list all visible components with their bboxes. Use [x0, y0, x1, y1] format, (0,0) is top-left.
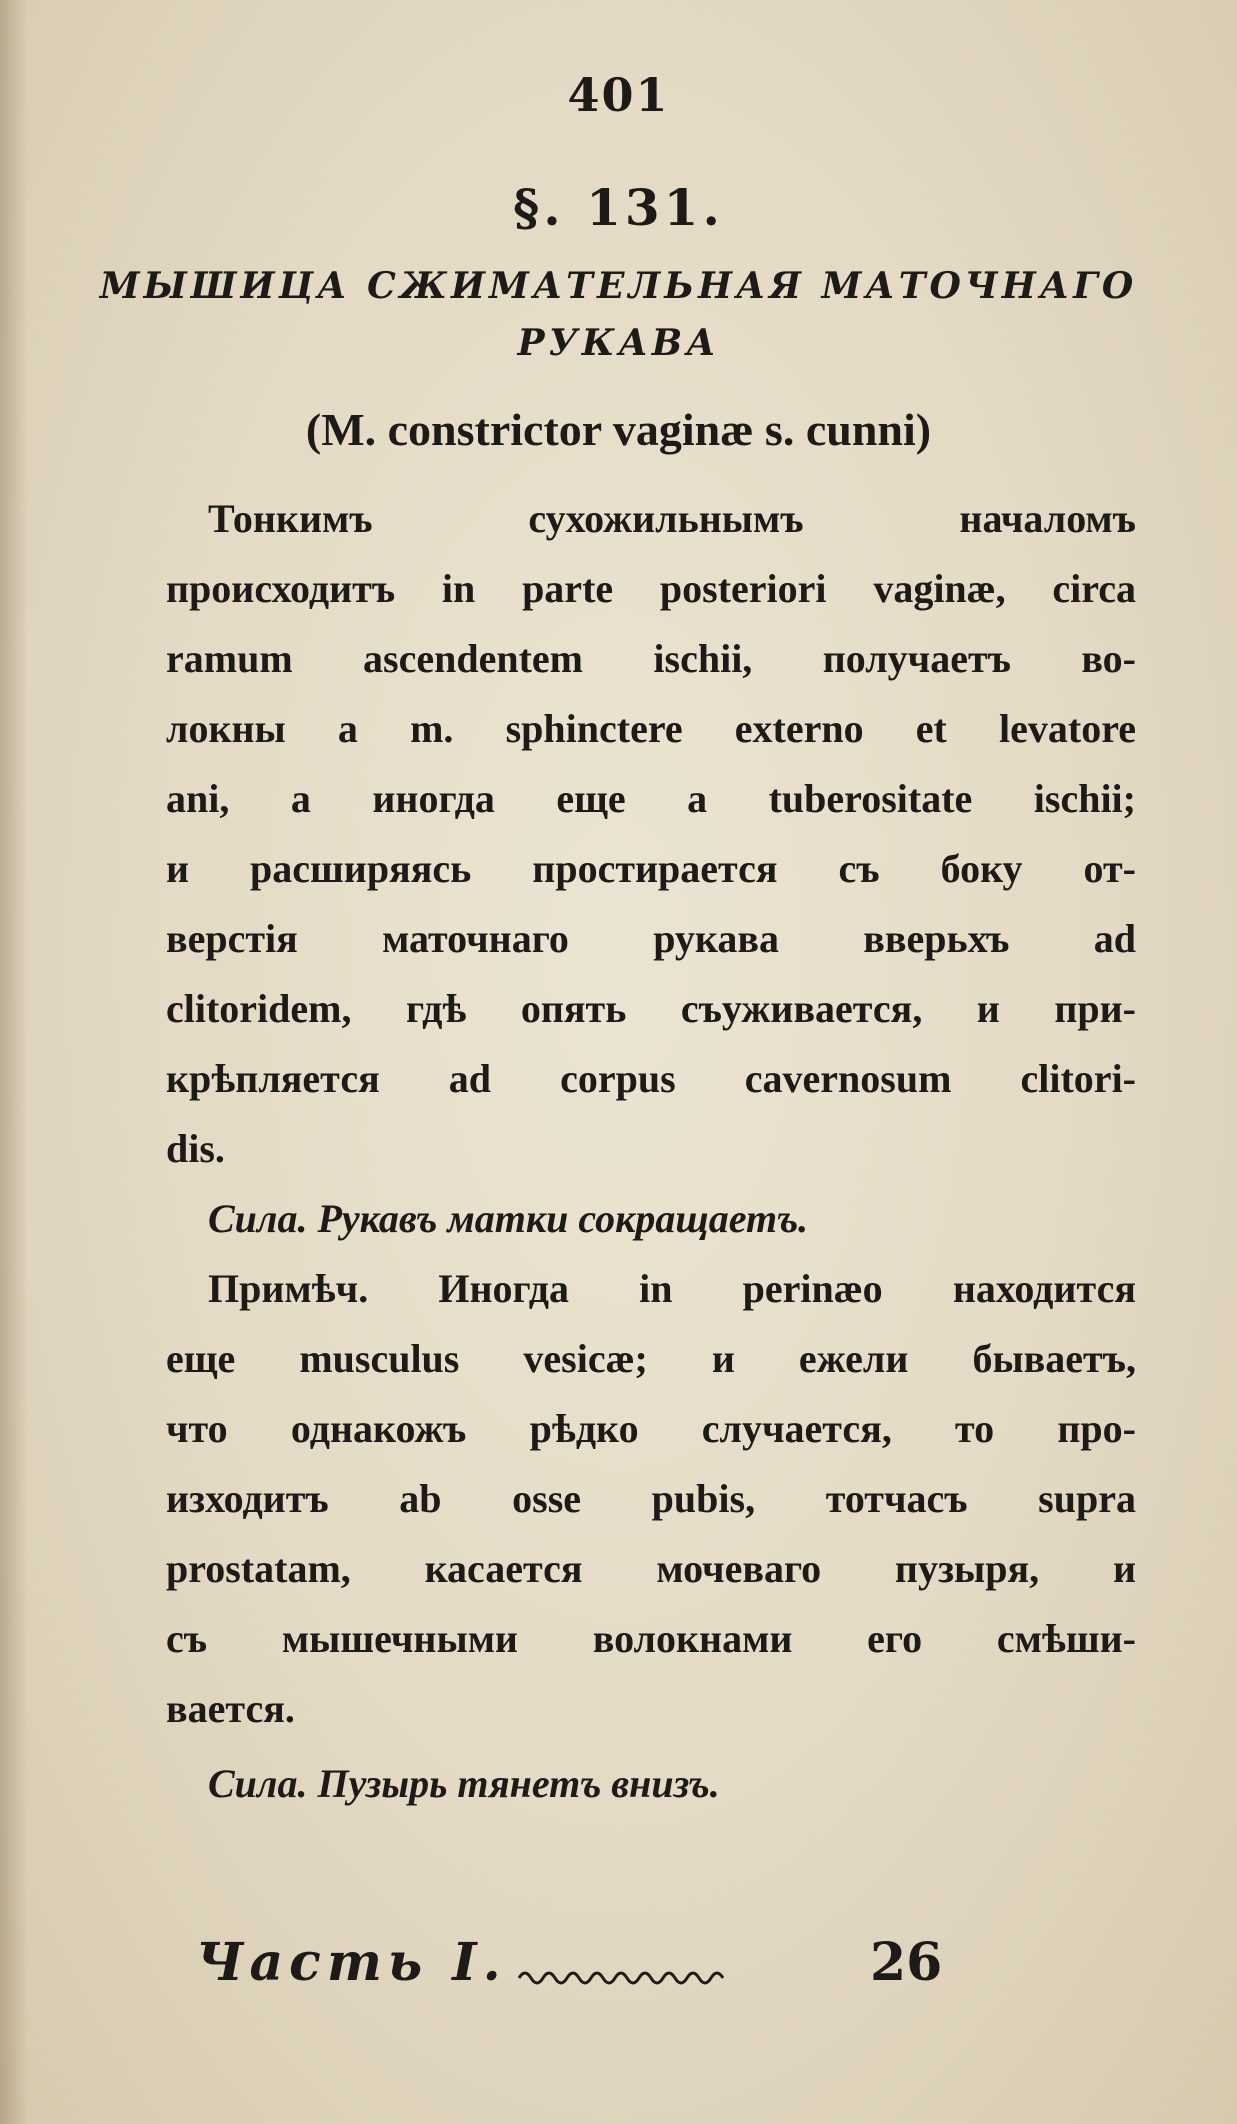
force-statement-1: Сила. Рукавъ матки сокращаетъ. [208, 1196, 809, 1241]
note-line: что однакожъ рѣдко случается, то про- [166, 1406, 1136, 1451]
body-line: происходитъ in parte posteriori vaginæ, circa [166, 566, 1136, 611]
signature-mark: Часть I. [196, 1932, 507, 1993]
body-line: dis. [166, 1126, 225, 1171]
section-heading-line-2: РУКАВА [517, 322, 720, 364]
wavy-divider-icon [514, 1960, 724, 1990]
sheet-number: 26 [870, 1932, 943, 1993]
section-number: §. 131. [513, 178, 724, 237]
body-line: clitoridem, гдѣ опять съуживается, и при- [166, 986, 1136, 1031]
note-line: изходитъ ab osse pubis, тотчасъ supra [166, 1476, 1136, 1521]
section-heading-line-1: МЫШИЦА СЖИМАТЕЛЬНАЯ МАТОЧНАГО [99, 265, 1138, 307]
wavy-ornament [0, 1960, 1237, 1990]
note-line: prostatam, касается мочеваго пузыря, и [166, 1546, 1136, 1591]
latin-title: (M. constrictor vaginæ s. cunni) [305, 404, 932, 455]
body-line: ramum ascendentem ischii, получаетъ во- [166, 636, 1136, 681]
body-line: и расширяясь простирается съ боку от- [166, 846, 1136, 891]
page-edge-shadow [0, 0, 28, 2124]
force-statement-2: Сила. Пузырь тянетъ внизъ. [208, 1761, 720, 1806]
body-line: Тонкимъ сухожильнымъ началомъ [208, 496, 1136, 541]
body-line: локны a m. sphinctere externo et levatore [166, 706, 1136, 751]
body-line: крѣпляется ad corpus cavernosum clitori- [166, 1056, 1136, 1101]
note-line: вается. [166, 1686, 295, 1731]
body-line: ani, а иногда еще а tuberositate ischii; [166, 776, 1136, 821]
note-line: еще musculus vesicæ; и ежели бываетъ, [166, 1336, 1136, 1381]
note-line: съ мышечными волокнами его смѣши- [166, 1616, 1136, 1661]
page-number: 401 [567, 68, 670, 122]
body-line: верстія маточнаго рукава вверьхъ ad [166, 916, 1136, 961]
note-line: Примѣч. Иногда in perinæo находится [208, 1266, 1136, 1311]
